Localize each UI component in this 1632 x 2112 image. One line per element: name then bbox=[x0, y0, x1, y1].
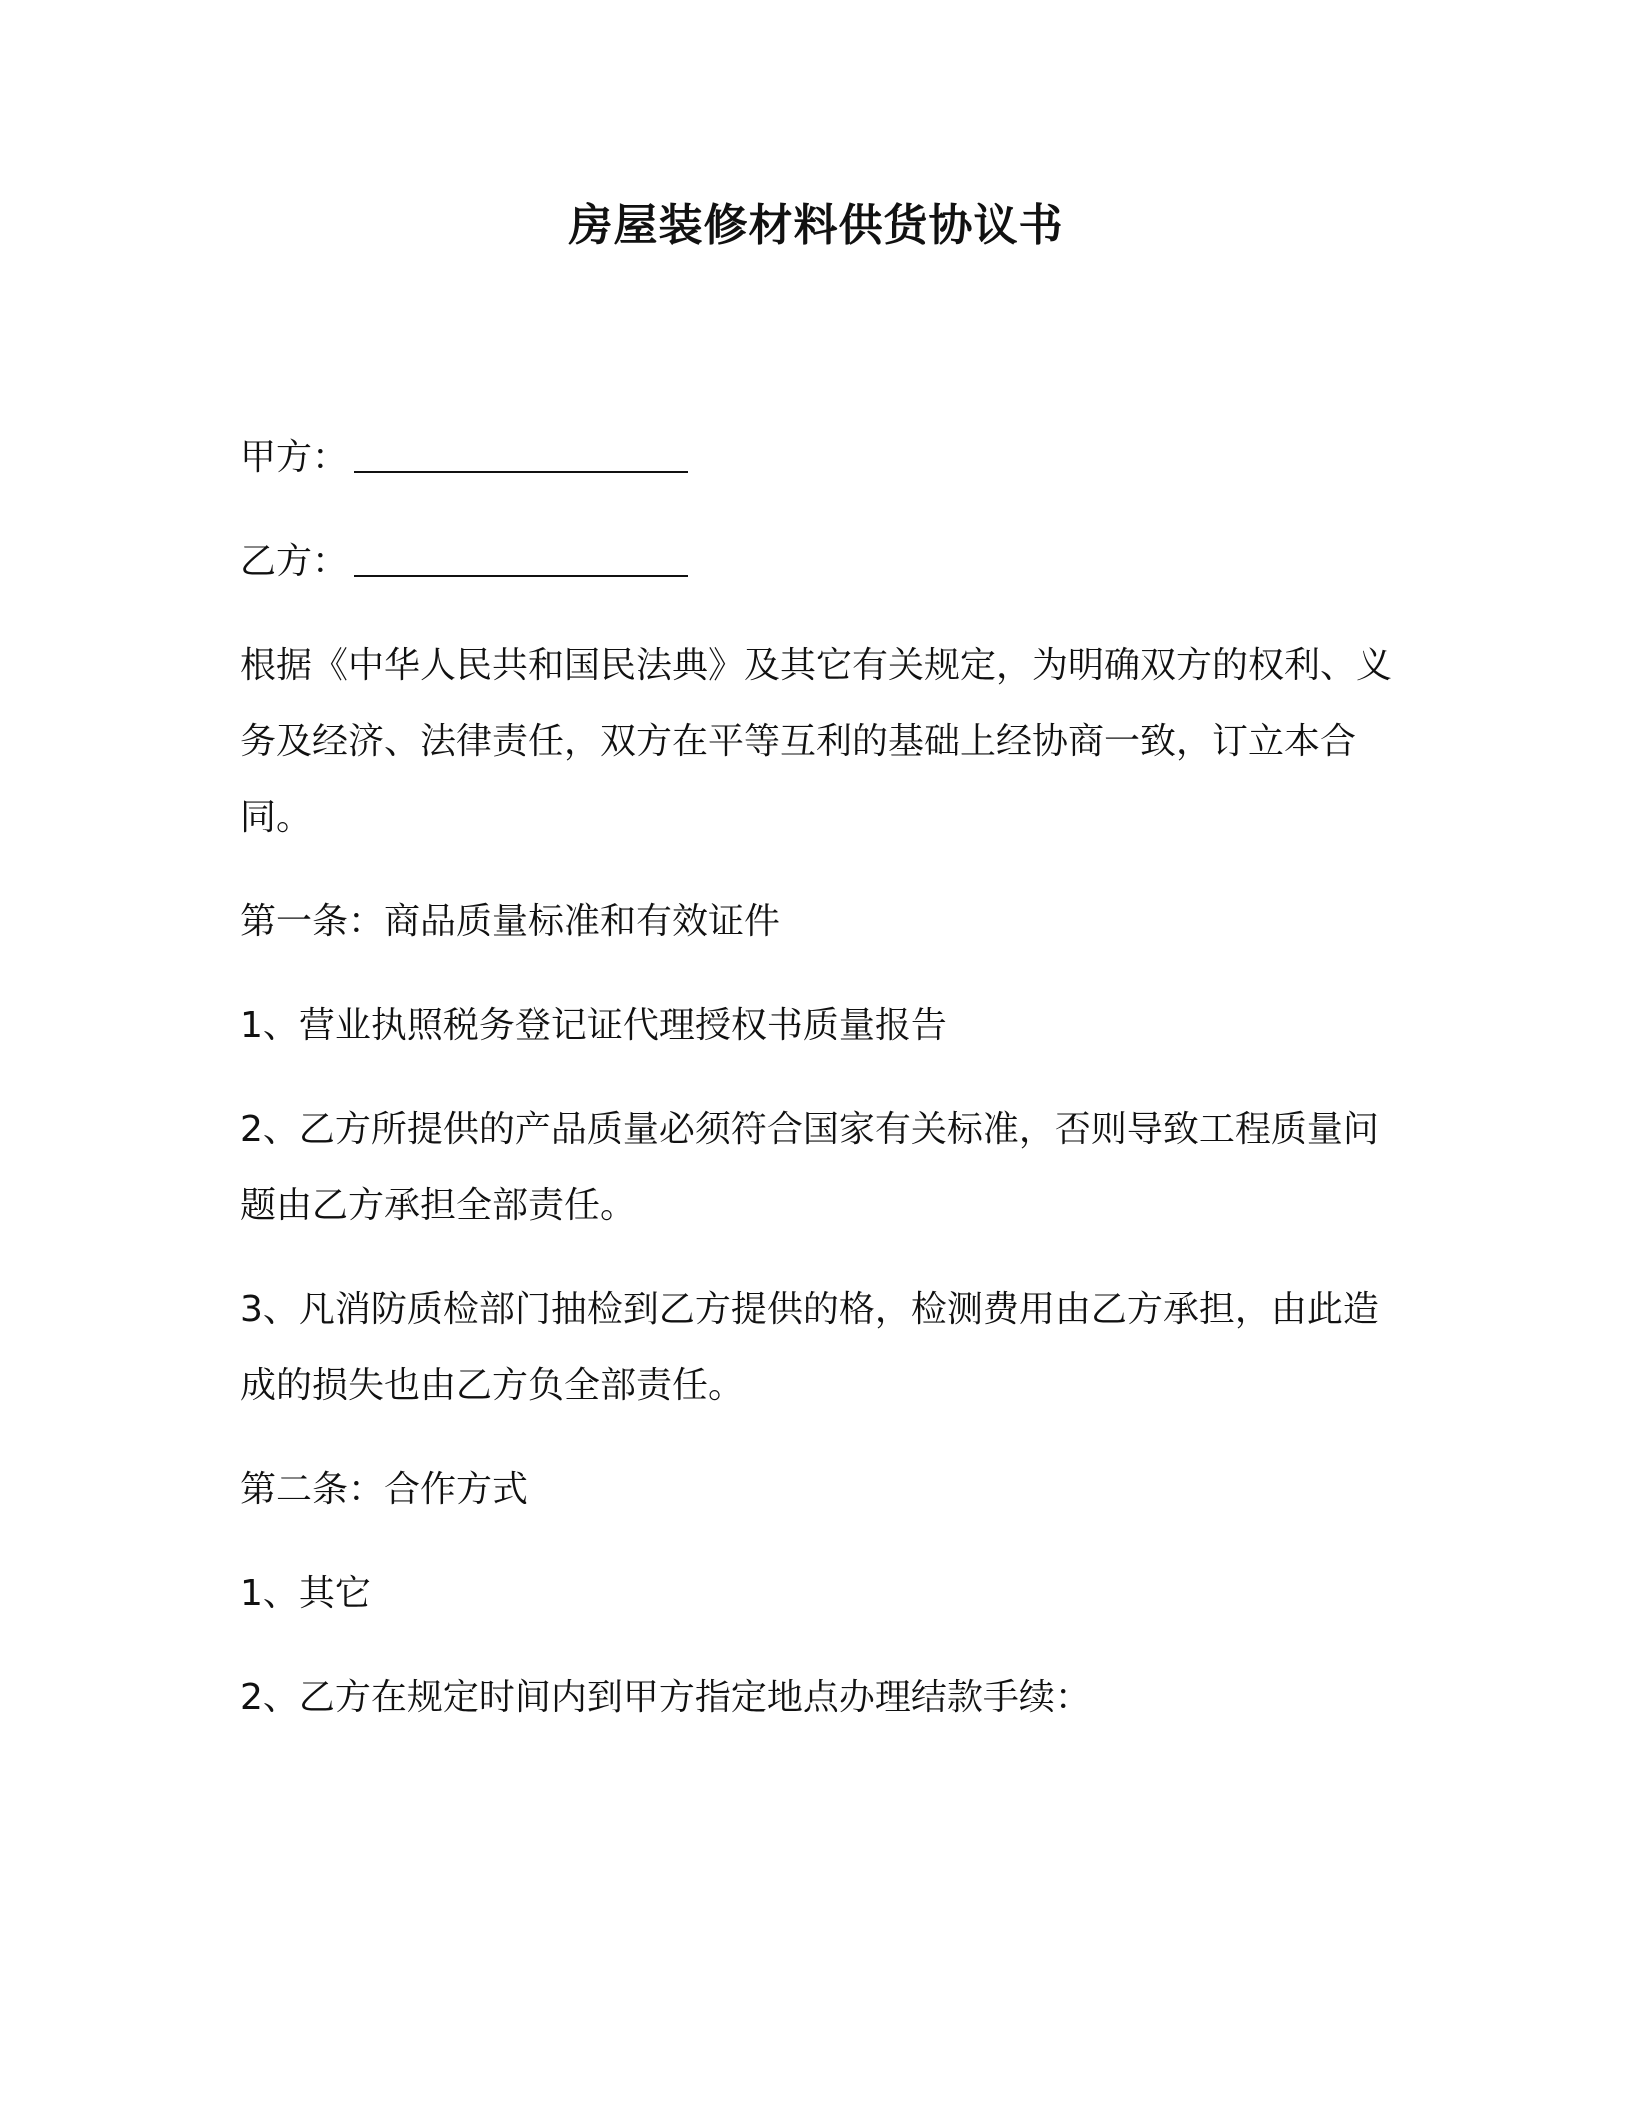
article1-item-2: 2、乙方所提供的产品质量必须符合国家有关标准，否则导致工程质量问题由乙方承担全部责任。 bbox=[240, 1109, 1379, 1226]
article1-heading: 第一条：商品质量标准和有效证件 bbox=[240, 901, 781, 942]
document-title: 房屋装修材料供货协议书 bbox=[568, 200, 1064, 251]
party-b-line bbox=[240, 524, 1400, 600]
article1-item-3: 3、凡消防质检部门抽检到乙方提供的格，检测费用由乙方承担，由此造成的损失也由乙方负全部责任。 bbox=[240, 1289, 1379, 1406]
article2-item-2: 2、乙方在规定时间内到甲方指定地点办理结款手续： bbox=[240, 1677, 1091, 1718]
party-a-blank bbox=[354, 441, 688, 473]
party-b-blank bbox=[354, 545, 688, 577]
party-a-label: 甲方： bbox=[240, 437, 349, 478]
intro-paragraph: 根据《中华人民共和国民法典》及其它有关规定，为明确双方的权利、义务及经济、法律责任，双方在平等互利的基础上经协商一致，订立本合同。 bbox=[240, 645, 1393, 838]
article2-heading: 第二条：合作方式 bbox=[240, 1469, 529, 1510]
document-body bbox=[240, 420, 1400, 1764]
article1-item-1: 1、营业执照税务登记证代理授权书质量报告 bbox=[240, 1005, 947, 1046]
party-a-line bbox=[240, 420, 1400, 496]
article2-item-1: 1、其它 bbox=[240, 1573, 371, 1614]
party-b-label: 乙方： bbox=[240, 541, 349, 582]
